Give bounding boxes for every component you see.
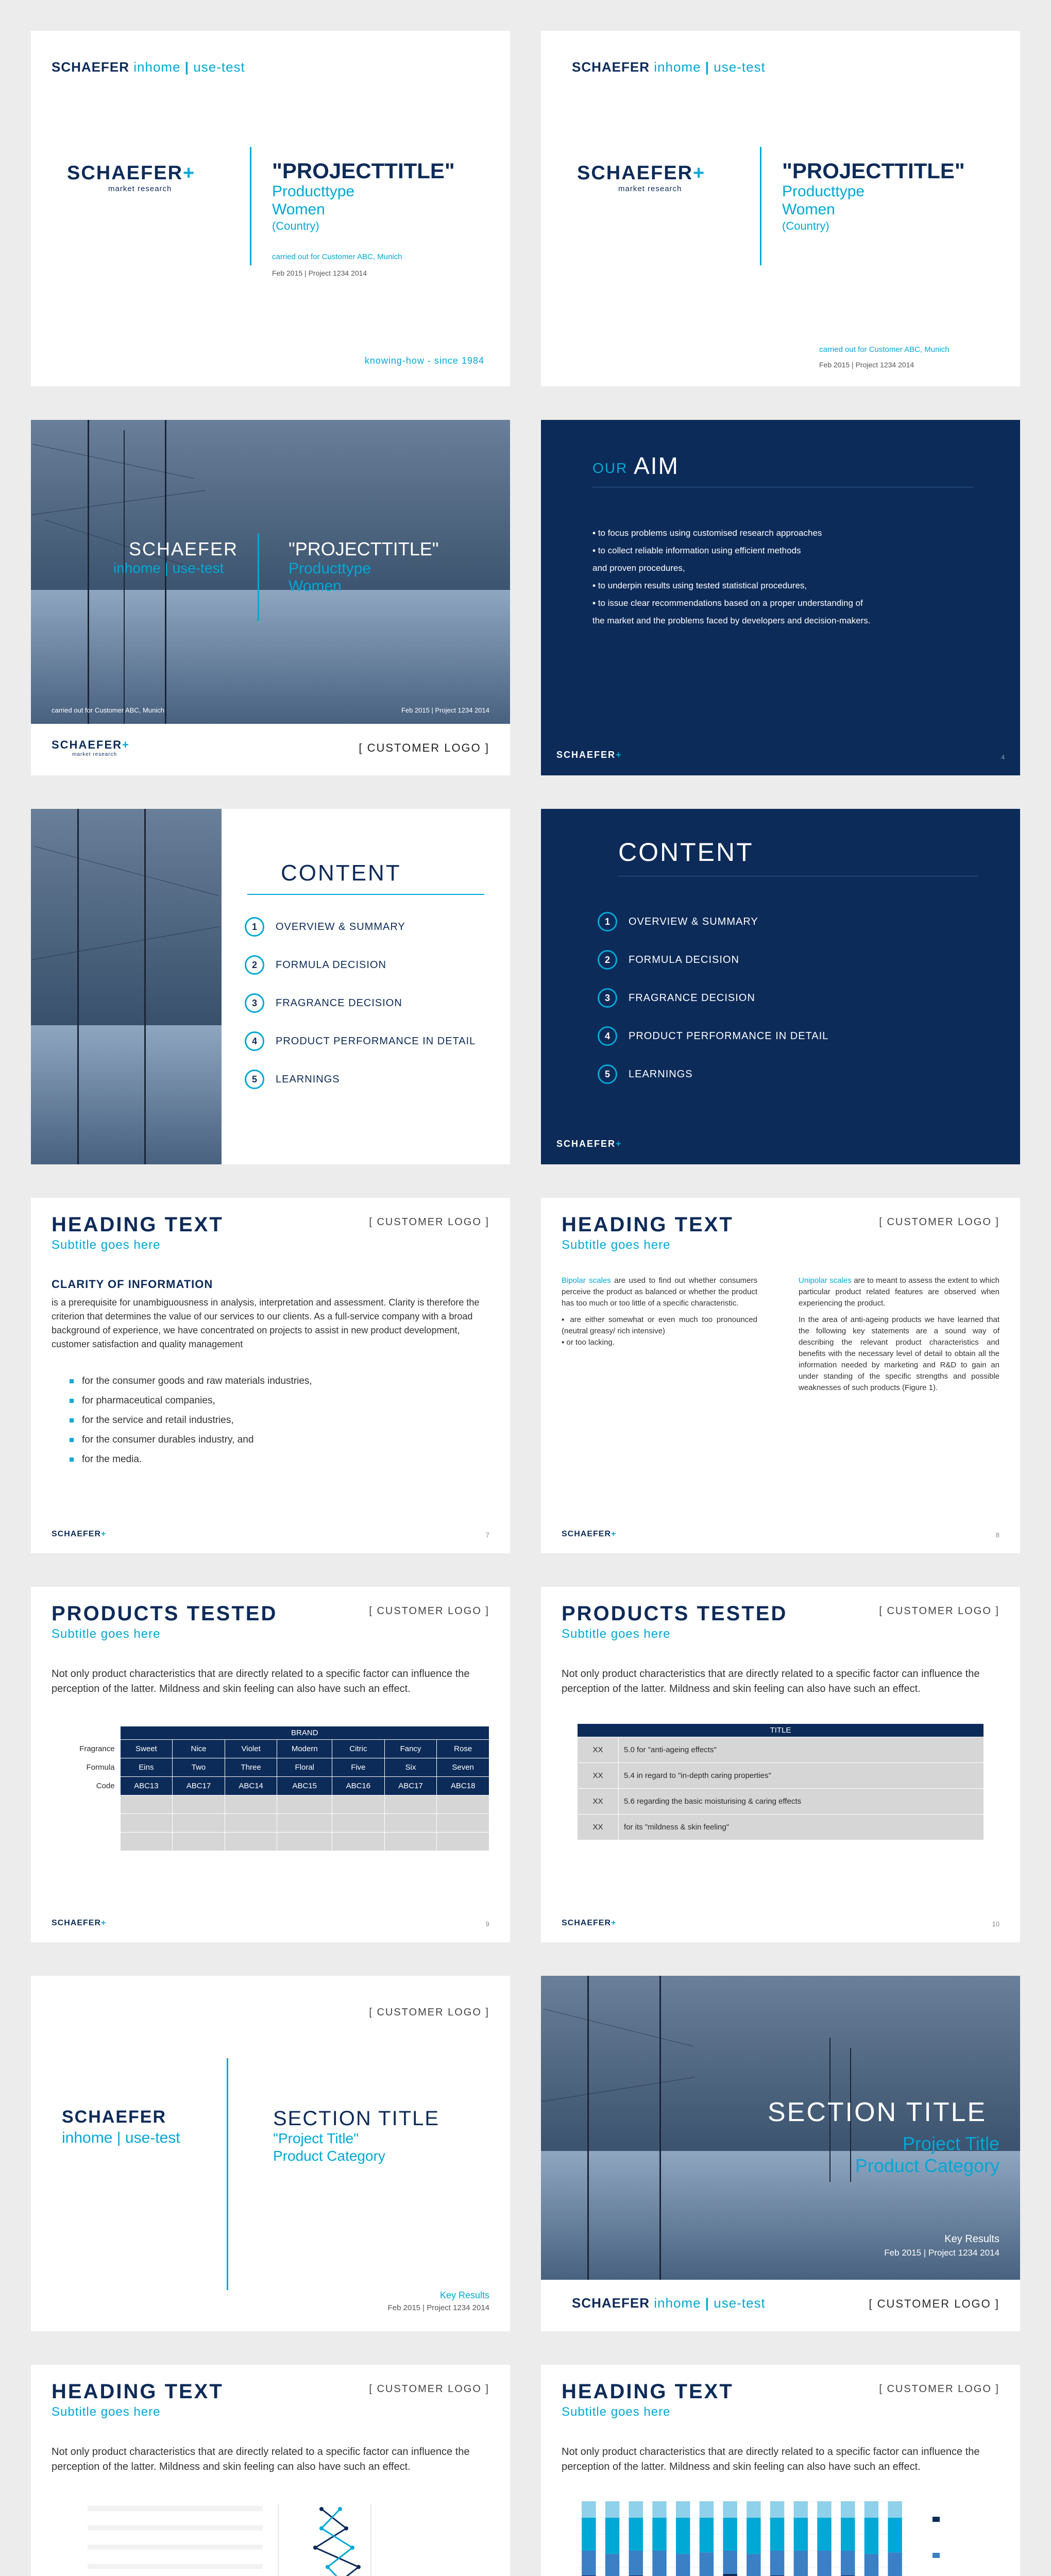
schaefer-logo: SCHAEFER+ bbox=[67, 162, 196, 184]
stack-bar bbox=[652, 2518, 666, 2551]
country: (Country) bbox=[782, 219, 829, 232]
toc-number-icon: 4 bbox=[245, 1031, 264, 1051]
stack-bar bbox=[723, 2501, 737, 2518]
title-table: TITLE XX 5.0 for "anti-ageing effects" XX 5.4 in regard to "in-depth caring properties" XX 5.6 regarding the basic moisturising & caring effects XX for its "mildness & skin feeling" bbox=[577, 1723, 984, 1840]
stack-bar bbox=[652, 2501, 666, 2518]
profile-point bbox=[357, 2565, 361, 2569]
heading: PRODUCTS TESTED bbox=[52, 1602, 278, 1625]
country: (Country) bbox=[272, 219, 319, 232]
footer-logo: SCHAEFER+ bbox=[52, 1530, 107, 1538]
divider-line bbox=[258, 533, 259, 621]
project-date: Feb 2015 | Project 1234 2014 bbox=[272, 269, 367, 277]
toc-number-icon: 1 bbox=[245, 917, 264, 937]
subtitle: Subtitle goes here bbox=[562, 1238, 671, 1252]
customer-logo: [ CUSTOMER LOGO ] bbox=[369, 2007, 489, 2018]
paragraph: is a prerequisite for unambiguousness in analysis, interpretation and assessment. Clarity is therefore the criterion that determines the value of our services to our clients. As a full-service company with a broad background of experience, we have concentrated on projects to assist in new product development, customer satisfaction and quality management bbox=[52, 1297, 480, 1349]
slide-stacked-column-chart[interactable] bbox=[541, 2365, 1020, 2576]
stack-bar bbox=[582, 2518, 596, 2551]
profile-point bbox=[313, 2546, 317, 2550]
toc-number-icon: 1 bbox=[598, 912, 617, 931]
page-number: 7 bbox=[485, 1531, 489, 1539]
right-column bbox=[799, 1275, 999, 1394]
producttype: Producttype bbox=[289, 560, 371, 577]
legend-swatch bbox=[933, 2517, 940, 2522]
product-category: Product Category bbox=[273, 2148, 385, 2164]
stacked-column-chart bbox=[562, 2496, 999, 2576]
bipolar-term: Bipolar scales bbox=[562, 1276, 611, 1285]
bipolar-text: are used to find out whether consumers perceive the product as balanced or whether the product has too much or too little of a specific characteristic. bbox=[562, 1276, 757, 1308]
stack-bar bbox=[817, 2501, 831, 2518]
toc-item: OVERVIEW & SUMMARY bbox=[629, 916, 758, 927]
toc-item: PRODUCT PERFORMANCE IN DETAIL bbox=[629, 1030, 829, 1042]
stack-bar bbox=[747, 2518, 760, 2554]
stack-bar bbox=[770, 2501, 784, 2518]
profile-point bbox=[338, 2507, 342, 2511]
logo-subtitle: market research bbox=[108, 184, 172, 193]
brand-header: BRAND bbox=[120, 1726, 489, 1740]
project-title: "PROJECTTITLE" bbox=[782, 159, 965, 183]
stack-bar bbox=[794, 2551, 808, 2576]
stack-bar bbox=[723, 2551, 737, 2574]
customer-logo: [ CUSTOMER LOGO ] bbox=[879, 1216, 999, 1228]
customer-logo: [ CUSTOMER LOGO ] bbox=[359, 741, 489, 754]
toc-item: LEARNINGS bbox=[276, 1074, 340, 1085]
stack-bar bbox=[817, 2518, 831, 2551]
toc-item: FRAGRANCE DECISION bbox=[629, 992, 755, 1004]
profile-point bbox=[319, 2507, 324, 2511]
divider bbox=[247, 894, 484, 895]
header-brand: SCHAEFER inhome | use-test bbox=[572, 59, 766, 75]
bullet-item: for the consumer durables industry, and bbox=[70, 1434, 253, 1446]
slide-section-white[interactable] bbox=[31, 1976, 510, 2331]
toc-item: PRODUCT PERFORMANCE IN DETAIL bbox=[276, 1036, 476, 1047]
stack-bar bbox=[676, 2554, 690, 2576]
bullet-item: for the consumer goods and raw materials industries, bbox=[70, 1376, 312, 1387]
caption-right: Feb 2015 | Project 1234 2014 bbox=[401, 706, 489, 714]
heading: HEADING TEXT bbox=[52, 1213, 224, 1236]
brand-table: BRAND Fragrance Sweet Nice Violet Modern Citric Fancy Rose Formula Eins Two Three Floral Five Six Seven Code ABC13 ABC17 ABC14 ABC15 ABC16 ABC17 ABC18 bbox=[52, 1726, 489, 1851]
customer-logo: [ CUSTOMER LOGO ] bbox=[879, 2383, 999, 2395]
toc-item: FORMULA DECISION bbox=[276, 959, 386, 971]
footer-logo: SCHAEFER+ bbox=[562, 1919, 617, 1927]
toc-item: OVERVIEW & SUMMARY bbox=[276, 921, 405, 933]
producttype: Producttype bbox=[272, 183, 355, 200]
stack-bar bbox=[747, 2554, 760, 2576]
target-women: Women bbox=[782, 201, 835, 218]
toc-number-icon: 2 bbox=[245, 955, 264, 975]
customer-logo: [ CUSTOMER LOGO ] bbox=[879, 1605, 999, 1617]
toc-number-icon: 3 bbox=[598, 988, 617, 1008]
subtitle: Subtitle goes here bbox=[52, 1627, 161, 1641]
project-title: "PROJECTTITLE" bbox=[289, 538, 439, 560]
customer-logo: [ CUSTOMER LOGO ] bbox=[369, 1605, 489, 1617]
slide-profile-chart[interactable] bbox=[31, 2365, 510, 2576]
stack-bar bbox=[582, 2501, 596, 2518]
section-heading: CLARITY OF INFORMATION bbox=[52, 1278, 213, 1291]
stack-bar bbox=[605, 2501, 619, 2518]
stack-bar bbox=[794, 2501, 808, 2518]
slide-title-2[interactable] bbox=[541, 31, 1020, 386]
toc-item: FRAGRANCE DECISION bbox=[276, 997, 402, 1009]
schaefer-logo: SCHAEFER+ bbox=[556, 750, 622, 760]
slide-scales[interactable] bbox=[541, 1198, 1020, 1553]
unipolar-text: are to meant to assess the extent to which particular product related features are observed when experiencing the product. bbox=[799, 1276, 999, 1308]
brand-name: SCHAEFER bbox=[62, 2107, 167, 2127]
key-results: Key Results bbox=[439, 2290, 489, 2300]
caption-left: carried out for Customer ABC, Munich bbox=[52, 706, 164, 714]
content-title: CONTENT bbox=[618, 838, 754, 867]
profile-point bbox=[326, 2565, 330, 2569]
customer-logo: [ CUSTOMER LOGO ] bbox=[369, 2383, 489, 2395]
stack-bar bbox=[770, 2551, 784, 2575]
aim-bullet: ▪ to collect reliable information using efficient methods bbox=[592, 546, 801, 555]
body-text: Not only product characteristics that are directly related to a specific factor can influence the perception of the latter. Mildness and skin feeling can also have such an effect. bbox=[52, 1668, 470, 1694]
ship-photo bbox=[31, 420, 510, 724]
profile-chart bbox=[52, 2499, 489, 2576]
profile-row-label-bar bbox=[88, 2545, 263, 2550]
target-women: Women bbox=[272, 201, 325, 218]
heading: HEADING TEXT bbox=[562, 1213, 734, 1236]
producttype: Producttype bbox=[782, 183, 865, 200]
toc-number-icon: 5 bbox=[598, 1064, 617, 1084]
stack-bar bbox=[652, 2551, 666, 2576]
stack-bar bbox=[864, 2554, 878, 2576]
footer-brand: SCHAEFER inhome | use-test bbox=[572, 2295, 766, 2311]
aim-title: AIM bbox=[634, 452, 679, 479]
slide-clarity[interactable] bbox=[31, 1198, 510, 1553]
logo-subtitle: market research bbox=[618, 184, 682, 193]
schaefer-logo: SCHAEFER+ bbox=[577, 162, 706, 184]
slide-title-1[interactable] bbox=[31, 31, 510, 386]
slide-content-photo[interactable] bbox=[31, 809, 510, 1164]
slide-our-aim[interactable] bbox=[541, 420, 1020, 775]
stack-bar bbox=[676, 2518, 690, 2554]
profile-row-label-bar bbox=[88, 2506, 263, 2511]
slide-products-title[interactable] bbox=[541, 1587, 1020, 1942]
stack-bar bbox=[676, 2501, 690, 2518]
section-title: SECTION TITLE bbox=[768, 2097, 987, 2127]
bullet-item: for pharmaceutical companies, bbox=[70, 1395, 215, 1406]
row-label: Formula bbox=[52, 1758, 121, 1777]
carried-out: carried out for Customer ABC, Munich bbox=[819, 345, 950, 354]
stack-bar bbox=[888, 2518, 902, 2552]
unipolar-paragraph: In the area of anti-ageing products we have learned that the following key statements are a sound way of describing the relevant product characteristics and benefits with the necessary level of detail to obtain all the information needed by marketing and R&D to gain an under standing of the specific strengths and possible weaknesses of such products (Figure 1). bbox=[799, 1315, 999, 1392]
divider-line bbox=[227, 2058, 228, 2290]
tagline: knowing-how - since 1984 bbox=[364, 355, 484, 366]
page-number: 9 bbox=[485, 1920, 489, 1928]
slide-products-brand[interactable] bbox=[31, 1587, 510, 1942]
table-header: TITLE bbox=[578, 1724, 984, 1737]
heading: HEADING TEXT bbox=[562, 2380, 734, 2403]
stack-bar bbox=[723, 2518, 737, 2551]
subtitle: Subtitle goes here bbox=[562, 1627, 671, 1641]
project-title: "PROJECTTITLE" bbox=[272, 159, 455, 183]
stack-bar bbox=[841, 2501, 855, 2518]
legend-swatch bbox=[933, 2553, 940, 2558]
toc-item: LEARNINGS bbox=[629, 1069, 693, 1080]
heading: HEADING TEXT bbox=[52, 2380, 224, 2403]
stack-bar bbox=[888, 2501, 902, 2518]
brand-name: SCHAEFER bbox=[129, 538, 239, 560]
unipolar-term: Unipolar scales bbox=[799, 1276, 852, 1285]
bipolar-bullet-1: ▪ are either somewhat or even much too pronounced (neutral greasy/ rich intensive) bbox=[562, 1315, 757, 1335]
toc-number-icon: 2 bbox=[598, 950, 617, 970]
subtitle: Subtitle goes here bbox=[52, 1238, 161, 1252]
bipolar-bullet-2: ▪ or too lacking. bbox=[562, 1338, 615, 1347]
slide-content-navy[interactable] bbox=[541, 809, 1020, 1164]
heading: PRODUCTS TESTED bbox=[562, 1602, 788, 1625]
slide-section-photo[interactable] bbox=[541, 1976, 1020, 2331]
profile-row-label-bar bbox=[88, 2526, 263, 2531]
stack-bar bbox=[629, 2501, 643, 2518]
toc-number-icon: 4 bbox=[598, 1026, 617, 1046]
aim-bullet: ▪ to underpin results using tested statistical procedures, bbox=[592, 581, 807, 590]
page-number: 8 bbox=[995, 1531, 999, 1539]
ship-photo bbox=[31, 809, 222, 1164]
logo-subtitle: market research bbox=[72, 752, 117, 757]
stack-bar bbox=[723, 2574, 737, 2576]
stack-bar bbox=[605, 2518, 619, 2554]
stack-bar bbox=[605, 2554, 619, 2576]
product-category: Product Category bbox=[855, 2155, 999, 2176]
our-label: OUR bbox=[592, 460, 628, 476]
stack-bar bbox=[582, 2551, 596, 2575]
aim-bullet: and proven procedures, bbox=[592, 563, 685, 573]
project-title: "Project Title" bbox=[273, 2130, 359, 2146]
carried-out: carried out for Customer ABC, Munich bbox=[272, 252, 402, 261]
stack-bar bbox=[841, 2518, 855, 2551]
project-date: Feb 2015 | Project 1234 2014 bbox=[387, 2303, 489, 2312]
profile-row-label-bar bbox=[88, 2564, 263, 2569]
divider-line bbox=[760, 147, 761, 265]
left-column bbox=[562, 1275, 757, 1348]
women: Women bbox=[289, 578, 342, 595]
profile-series-line bbox=[309, 2509, 359, 2576]
brand-tag: inhome | use-test bbox=[113, 560, 224, 576]
aim-bullet: ▪ to issue clear recommendations based on a proper understanding of bbox=[592, 598, 863, 608]
toc-number-icon: 3 bbox=[245, 993, 264, 1013]
profile-point bbox=[350, 2546, 354, 2550]
content-title: CONTENT bbox=[281, 860, 401, 886]
schaefer-logo: SCHAEFER+ bbox=[52, 738, 130, 751]
toc-number-icon: 5 bbox=[245, 1070, 264, 1089]
body-text: Not only product characteristics that are directly related to a specific factor can influence the perception of the latter. Mildness and skin feeling can also have such an effect. bbox=[562, 2446, 980, 2472]
page-number: 4 bbox=[1001, 754, 1005, 761]
section-title: SECTION TITLE bbox=[273, 2107, 440, 2130]
stack-bar bbox=[747, 2501, 760, 2518]
page-number: 10 bbox=[992, 1920, 999, 1928]
stack-bar bbox=[700, 2552, 714, 2576]
aim-bullet: ▪ to focus problems using customised research approaches bbox=[592, 528, 822, 538]
toc-item: FORMULA DECISION bbox=[629, 954, 739, 965]
slide-photo-title[interactable] bbox=[31, 420, 510, 775]
subtitle: Subtitle goes here bbox=[562, 2405, 671, 2419]
footer-logo: SCHAEFER+ bbox=[52, 1919, 107, 1927]
aim-bullet: the market and the problems faced by developers and decision-makers. bbox=[592, 616, 871, 625]
stack-bar bbox=[700, 2501, 714, 2518]
project-date: Feb 2015 | Project 1234 2014 bbox=[884, 2248, 999, 2258]
schaefer-logo: SCHAEFER+ bbox=[556, 1139, 622, 1149]
project-date: Feb 2015 | Project 1234 2014 bbox=[819, 361, 914, 369]
stack-bar bbox=[770, 2518, 784, 2551]
bullet-item: for the service and retail industries, bbox=[70, 1415, 234, 1426]
brand-tag: inhome | use-test bbox=[62, 2129, 180, 2146]
stack-bar bbox=[700, 2518, 714, 2552]
divider-line bbox=[250, 147, 251, 265]
project-title: Project Title bbox=[902, 2133, 999, 2154]
profile-point bbox=[319, 2527, 324, 2531]
stack-bar bbox=[864, 2518, 878, 2554]
stack-bar bbox=[629, 2518, 643, 2551]
profile-point bbox=[344, 2527, 348, 2531]
row-label: Fragrance bbox=[52, 1740, 121, 1758]
footer-logo: SCHAEFER+ bbox=[562, 1530, 617, 1538]
stack-bar bbox=[864, 2501, 878, 2518]
customer-logo: [ CUSTOMER LOGO ] bbox=[369, 1216, 489, 1228]
stack-bar bbox=[888, 2552, 902, 2576]
header-brand: SCHAEFER inhome | use-test bbox=[52, 59, 245, 75]
body-text: Not only product characteristics that are directly related to a specific factor can influence the perception of the latter. Mildness and skin feeling can also have such an effect. bbox=[562, 1668, 980, 1694]
subtitle: Subtitle goes here bbox=[52, 2405, 161, 2419]
bullet-item: for the media. bbox=[70, 1454, 142, 1465]
stack-bar bbox=[841, 2551, 855, 2575]
stack-bar bbox=[629, 2551, 643, 2575]
key-results: Key Results bbox=[944, 2233, 999, 2245]
customer-logo: [ CUSTOMER LOGO ] bbox=[869, 2297, 999, 2310]
stack-bar bbox=[794, 2518, 808, 2551]
body-text: Not only product characteristics that are directly related to a specific factor can influence the perception of the latter. Mildness and skin feeling can also have such an effect. bbox=[52, 2446, 470, 2472]
row-label: Code bbox=[52, 1777, 121, 1795]
stack-bar bbox=[817, 2551, 831, 2576]
